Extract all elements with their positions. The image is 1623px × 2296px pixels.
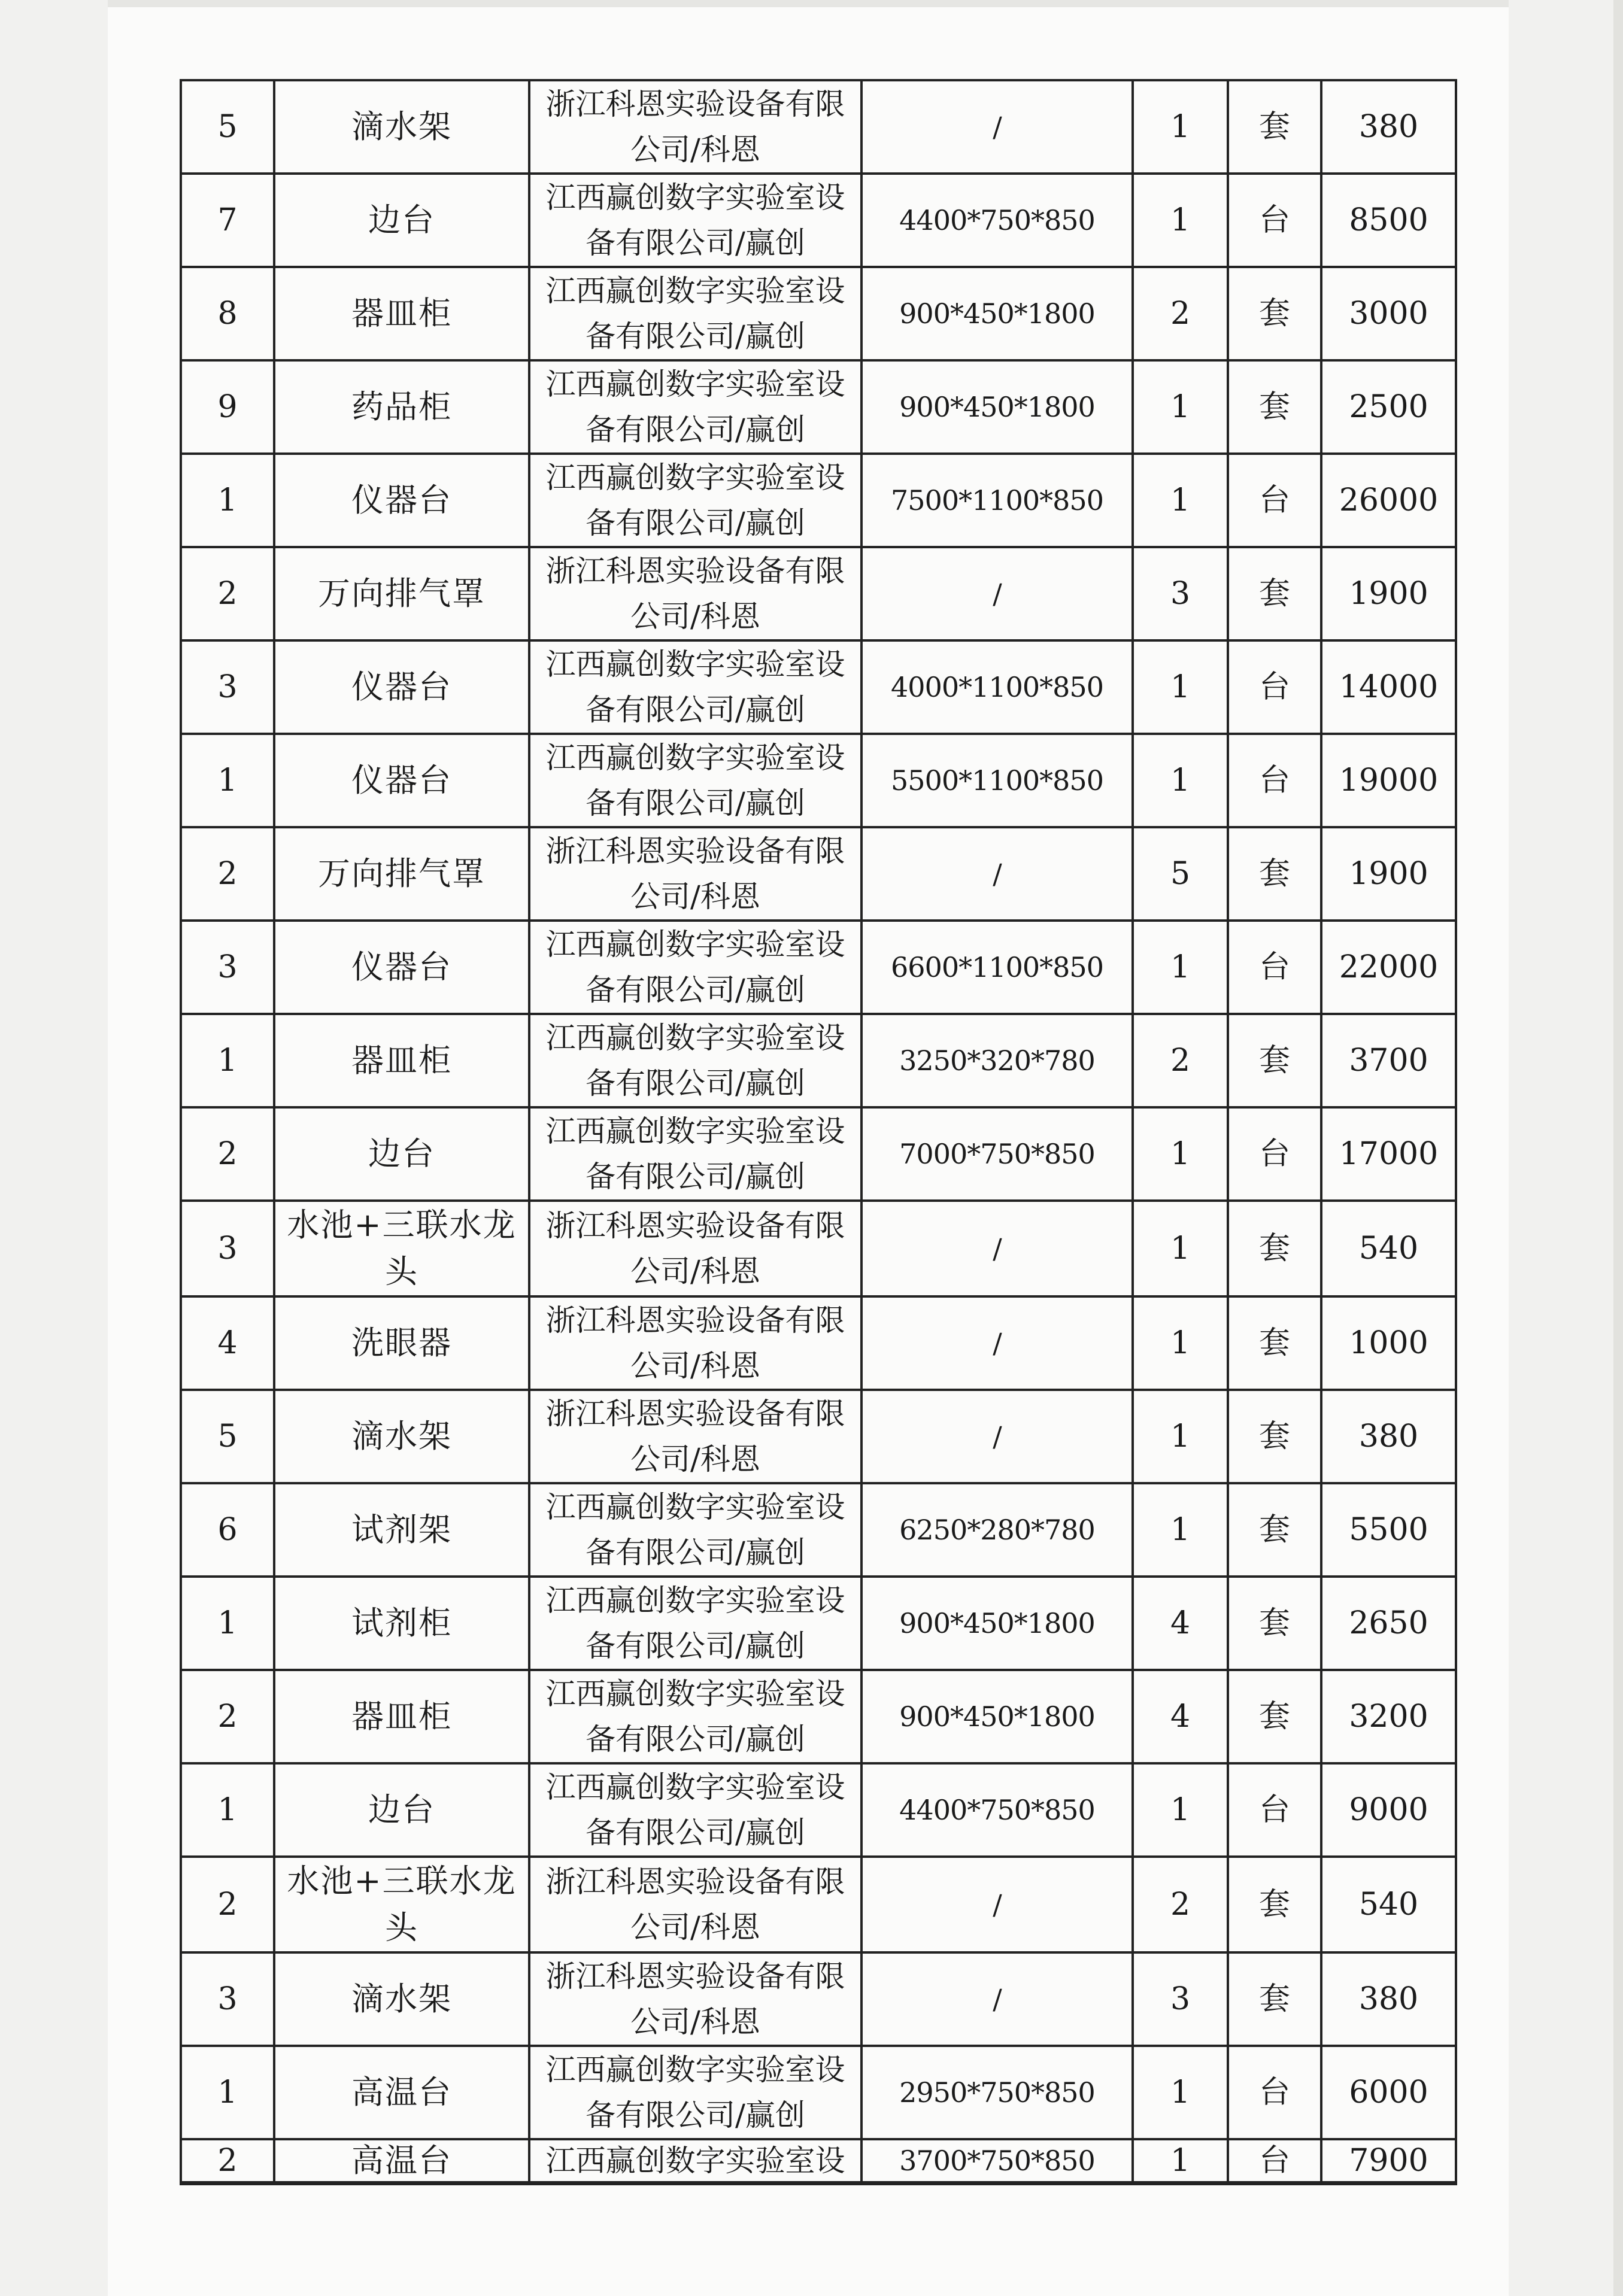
cell-unit-price: 9000 xyxy=(1321,1763,1456,1857)
table-row xyxy=(181,1014,1456,1107)
cell-item-name: 水池+三联水龙头 xyxy=(274,1857,529,1952)
cell-quantity: 1 xyxy=(1133,1763,1228,1857)
cell-unit-price: 14000 xyxy=(1321,640,1456,734)
cell-unit-price: 380 xyxy=(1321,80,1456,174)
table-row xyxy=(181,1201,1456,1296)
cell-unit: 套 xyxy=(1228,1857,1321,1952)
cell-quantity: 3 xyxy=(1133,547,1228,640)
cell-quantity: 1 xyxy=(1133,640,1228,734)
cell-manufacturer: 浙江科恩实验设备有限公司/科恩 xyxy=(529,1857,861,1952)
cell-specification: 900*450*1800 xyxy=(861,267,1133,360)
cell-number: 4 xyxy=(181,1296,274,1390)
table-row xyxy=(181,1952,1456,2046)
cell-quantity: 1 xyxy=(1133,360,1228,454)
cell-unit-price: 380 xyxy=(1321,1390,1456,1483)
table-row xyxy=(181,734,1456,827)
cell-quantity: 1 xyxy=(1133,1107,1228,1201)
cell-item-name: 万向排气罩 xyxy=(274,547,529,640)
cell-unit-price: 540 xyxy=(1321,1857,1456,1952)
cell-quantity: 1 xyxy=(1133,2139,1228,2183)
table-row xyxy=(181,1296,1456,1390)
cell-item-name: 水池+三联水龙头 xyxy=(274,1201,529,1296)
cell-unit-price: 22000 xyxy=(1321,921,1456,1014)
cell-quantity: 1 xyxy=(1133,1296,1228,1390)
cell-unit-price: 2500 xyxy=(1321,360,1456,454)
cell-item-name: 仪器台 xyxy=(274,640,529,734)
cell-quantity: 1 xyxy=(1133,174,1228,267)
cell-quantity: 1 xyxy=(1133,734,1228,827)
cell-quantity: 4 xyxy=(1133,1670,1228,1763)
cell-specification: / xyxy=(861,1857,1133,1952)
cell-item-name: 高温台 xyxy=(274,2046,529,2139)
equipment-table-body xyxy=(181,80,1456,2183)
cell-item-name: 仪器台 xyxy=(274,734,529,827)
cell-item-name: 滴水架 xyxy=(274,1952,529,2046)
cell-quantity: 1 xyxy=(1133,80,1228,174)
cell-number: 9 xyxy=(181,360,274,454)
cell-manufacturer: 江西赢创数字实验室设备有限公司/赢创 xyxy=(529,640,861,734)
cell-unit-price: 19000 xyxy=(1321,734,1456,827)
cell-unit-price: 1900 xyxy=(1321,547,1456,640)
cell-item-name: 边台 xyxy=(274,174,529,267)
cell-item-name: 器皿柜 xyxy=(274,1014,529,1107)
cell-manufacturer: 江西赢创数字实验室设备有限公司/赢创 xyxy=(529,2046,861,2139)
cell-specification: 900*450*1800 xyxy=(861,360,1133,454)
cell-specification: 900*450*1800 xyxy=(861,1670,1133,1763)
cell-manufacturer: 江西赢创数字实验室设备有限公司/赢创 xyxy=(529,1763,861,1857)
cell-number: 7 xyxy=(181,174,274,267)
cell-manufacturer: 江西赢创数字实验室设备有限公司/赢创 xyxy=(529,1670,861,1763)
cell-specification: / xyxy=(861,1952,1133,2046)
cell-manufacturer: 江西赢创数字实验室设备有限公司/赢创 xyxy=(529,1107,861,1201)
cell-specification: 4400*750*850 xyxy=(861,1763,1133,1857)
cell-unit: 套 xyxy=(1228,80,1321,174)
cell-item-name: 滴水架 xyxy=(274,80,529,174)
table-row xyxy=(181,1670,1456,1763)
cell-specification: / xyxy=(861,547,1133,640)
cell-quantity: 5 xyxy=(1133,827,1228,921)
cell-quantity: 1 xyxy=(1133,1483,1228,1577)
cell-unit: 套 xyxy=(1228,1296,1321,1390)
cell-unit-price: 1900 xyxy=(1321,827,1456,921)
cell-specification: 900*450*1800 xyxy=(861,1577,1133,1670)
cell-unit: 套 xyxy=(1228,360,1321,454)
cell-manufacturer: 江西赢创数字实验室设备有限公司/赢创 xyxy=(529,454,861,547)
cell-number: 2 xyxy=(181,1107,274,1201)
cell-unit: 台 xyxy=(1228,921,1321,1014)
cell-number: 2 xyxy=(181,2139,274,2183)
cell-manufacturer: 浙江科恩实验设备有限公司/科恩 xyxy=(529,1390,861,1483)
cell-unit-price: 3200 xyxy=(1321,1670,1456,1763)
cell-manufacturer: 浙江科恩实验设备有限公司/科恩 xyxy=(529,80,861,174)
cell-item-name: 器皿柜 xyxy=(274,1670,529,1763)
cell-unit-price: 26000 xyxy=(1321,454,1456,547)
cell-quantity: 1 xyxy=(1133,1390,1228,1483)
cell-number: 1 xyxy=(181,734,274,827)
cell-number: 1 xyxy=(181,1014,274,1107)
cell-item-name: 器皿柜 xyxy=(274,267,529,360)
cell-number: 2 xyxy=(181,1857,274,1952)
cell-quantity: 1 xyxy=(1133,921,1228,1014)
cell-number: 3 xyxy=(181,921,274,1014)
cell-number: 2 xyxy=(181,1670,274,1763)
cell-quantity: 2 xyxy=(1133,1857,1228,1952)
cell-unit: 套 xyxy=(1228,1670,1321,1763)
cell-specification: 3700*750*850 xyxy=(861,2139,1133,2183)
cell-item-name: 滴水架 xyxy=(274,1390,529,1483)
cell-number: 2 xyxy=(181,547,274,640)
cell-unit-price: 1000 xyxy=(1321,1296,1456,1390)
table-row xyxy=(181,1763,1456,1857)
cell-specification: 4000*1100*850 xyxy=(861,640,1133,734)
table-row xyxy=(181,360,1456,454)
cell-unit: 套 xyxy=(1228,1014,1321,1107)
cell-manufacturer: 江西赢创数字实验室设备有限公司/赢创 xyxy=(529,921,861,1014)
cell-unit: 台 xyxy=(1228,2046,1321,2139)
cell-unit-price: 8500 xyxy=(1321,174,1456,267)
cell-quantity: 1 xyxy=(1133,2046,1228,2139)
cell-item-name: 仪器台 xyxy=(274,454,529,547)
cell-unit: 套 xyxy=(1228,1483,1321,1577)
cell-specification: / xyxy=(861,80,1133,174)
cell-unit: 套 xyxy=(1228,267,1321,360)
cell-unit-price: 2650 xyxy=(1321,1577,1456,1670)
cell-item-name: 边台 xyxy=(274,1107,529,1201)
cell-specification: 6250*280*780 xyxy=(861,1483,1133,1577)
cell-unit-price: 6000 xyxy=(1321,2046,1456,2139)
cell-specification: / xyxy=(861,1296,1133,1390)
cell-item-name: 洗眼器 xyxy=(274,1296,529,1390)
cell-manufacturer: 江西赢创数字实验室设备有限公司/赢创 xyxy=(529,1014,861,1107)
cell-quantity: 1 xyxy=(1133,1201,1228,1296)
cell-unit-price: 380 xyxy=(1321,1952,1456,2046)
table-row xyxy=(181,827,1456,921)
cell-manufacturer: 浙江科恩实验设备有限公司/科恩 xyxy=(529,1201,861,1296)
cell-number: 3 xyxy=(181,640,274,734)
table-row xyxy=(181,1107,1456,1201)
cell-item-name: 万向排气罩 xyxy=(274,827,529,921)
cell-unit: 套 xyxy=(1228,1390,1321,1483)
cell-number: 1 xyxy=(181,2046,274,2139)
cell-unit: 台 xyxy=(1228,174,1321,267)
equipment-table-container xyxy=(180,79,1455,2185)
cell-manufacturer: 浙江科恩实验设备有限公司/科恩 xyxy=(529,827,861,921)
table-row xyxy=(181,2139,1456,2183)
cell-number: 2 xyxy=(181,827,274,921)
cell-unit: 套 xyxy=(1228,1577,1321,1670)
table-row xyxy=(181,1390,1456,1483)
cell-manufacturer: 江西赢创数字实验室设备有限公司/赢创 xyxy=(529,174,861,267)
cell-specification: 3250*320*780 xyxy=(861,1014,1133,1107)
cell-unit: 台 xyxy=(1228,640,1321,734)
cell-specification: 5500*1100*850 xyxy=(861,734,1133,827)
page-top-shadow xyxy=(108,0,1509,7)
table-row xyxy=(181,174,1456,267)
cell-specification: 6600*1100*850 xyxy=(861,921,1133,1014)
cell-number: 3 xyxy=(181,1201,274,1296)
cell-unit-price: 7900 xyxy=(1321,2139,1456,2183)
page-right-edge xyxy=(1613,0,1623,2296)
cell-item-name: 高温台 xyxy=(274,2139,529,2183)
cell-unit: 套 xyxy=(1228,1201,1321,1296)
cell-quantity: 2 xyxy=(1133,267,1228,360)
cell-unit: 台 xyxy=(1228,2139,1321,2183)
cell-item-name: 药品柜 xyxy=(274,360,529,454)
cell-number: 3 xyxy=(181,1952,274,2046)
cell-specification: 2950*750*850 xyxy=(861,2046,1133,2139)
cell-manufacturer: 江西赢创数字实验室设备有限公司/赢创 xyxy=(529,734,861,827)
cell-manufacturer: 浙江科恩实验设备有限公司/科恩 xyxy=(529,1296,861,1390)
cell-item-name: 试剂架 xyxy=(274,1483,529,1577)
table-row xyxy=(181,454,1456,547)
cell-unit-price: 540 xyxy=(1321,1201,1456,1296)
cell-specification: 7000*750*850 xyxy=(861,1107,1133,1201)
cell-item-name: 仪器台 xyxy=(274,921,529,1014)
table-row xyxy=(181,1483,1456,1577)
cell-unit: 套 xyxy=(1228,827,1321,921)
table-row xyxy=(181,2046,1456,2139)
table-row xyxy=(181,1857,1456,1952)
cell-unit-price: 5500 xyxy=(1321,1483,1456,1577)
equipment-table xyxy=(180,79,1457,2185)
cell-unit: 台 xyxy=(1228,1107,1321,1201)
cell-manufacturer: 浙江科恩实验设备有限公司/科恩 xyxy=(529,1952,861,2046)
cell-number: 1 xyxy=(181,454,274,547)
cell-number: 6 xyxy=(181,1483,274,1577)
cell-unit: 套 xyxy=(1228,1952,1321,2046)
table-row xyxy=(181,921,1456,1014)
cell-unit: 台 xyxy=(1228,734,1321,827)
table-row xyxy=(181,547,1456,640)
cell-unit-price: 3700 xyxy=(1321,1014,1456,1107)
table-row xyxy=(181,80,1456,174)
table-row xyxy=(181,267,1456,360)
cell-quantity: 3 xyxy=(1133,1952,1228,2046)
cell-unit-price: 3000 xyxy=(1321,267,1456,360)
cell-quantity: 1 xyxy=(1133,454,1228,547)
cell-number: 1 xyxy=(181,1763,274,1857)
cell-number: 1 xyxy=(181,1577,274,1670)
cell-manufacturer: 浙江科恩实验设备有限公司/科恩 xyxy=(529,547,861,640)
table-row xyxy=(181,1577,1456,1670)
cell-specification: / xyxy=(861,1390,1133,1483)
table-row xyxy=(181,640,1456,734)
cell-unit-price: 17000 xyxy=(1321,1107,1456,1201)
cell-item-name: 边台 xyxy=(274,1763,529,1857)
cell-quantity: 2 xyxy=(1133,1014,1228,1107)
cell-manufacturer: 江西赢创数字实验室设备有限公司/赢创 xyxy=(529,1483,861,1577)
cell-item-name: 试剂柜 xyxy=(274,1577,529,1670)
cell-specification: / xyxy=(861,1201,1133,1296)
cell-manufacturer: 江西赢创数字实验室设备有限公司/赢创 xyxy=(529,360,861,454)
cell-unit: 台 xyxy=(1228,1763,1321,1857)
cell-quantity: 4 xyxy=(1133,1577,1228,1670)
cell-specification: / xyxy=(861,827,1133,921)
cell-unit: 套 xyxy=(1228,547,1321,640)
cell-number: 8 xyxy=(181,267,274,360)
cell-specification: 4400*750*850 xyxy=(861,174,1133,267)
cell-specification: 7500*1100*850 xyxy=(861,454,1133,547)
cell-number: 5 xyxy=(181,1390,274,1483)
cell-number: 5 xyxy=(181,80,274,174)
cell-manufacturer: 江西赢创数字实验室设 xyxy=(529,2139,861,2183)
cell-manufacturer: 江西赢创数字实验室设备有限公司/赢创 xyxy=(529,267,861,360)
cell-unit: 台 xyxy=(1228,454,1321,547)
cell-manufacturer: 江西赢创数字实验室设备有限公司/赢创 xyxy=(529,1577,861,1670)
